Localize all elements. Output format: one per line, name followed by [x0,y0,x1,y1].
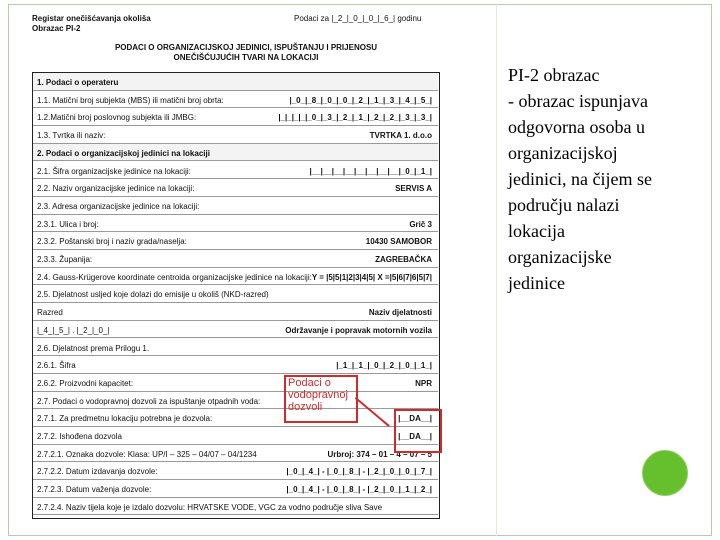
form-row [33,427,438,445]
form-row [33,162,438,180]
form-row-label: 1.2.Matični broj poslovnog subjekta ili JMBG: [37,113,197,123]
form-row-label: 2.3.3. Županija: [37,255,93,264]
form-row [33,321,438,339]
form-year: Podaci za |_2_|_0_|_0_|_6_| godinu [294,14,422,23]
annotation-text: Podaci o vodopravnoj dozvoli [288,377,348,413]
form-row-label: 1. Podaci o operateru [37,78,119,87]
form-row-value: Y = |5|5|1|2|3|4|5| X =|5|6|7|6|5|7| [311,272,432,282]
form-row-value: |_|_|_|_|_0_|_3_|_2_|_1_|_2_|_2_|_3_|_3_| [278,113,432,123]
form-row-label: 2.7.2.3. Datum važenja dozvole: [37,485,152,495]
form-row [33,197,438,215]
slide-heading: PI-2 obrazac [508,65,600,85]
form-row-label: |_4_|_5_| . |_2_|_0_| [37,325,110,335]
form-row [33,339,438,357]
form-row [33,462,438,480]
form-row-label: 2.2. Naziv organizacijske jedinice na lokaciji: [37,184,195,194]
form-section-header [33,73,438,91]
form-row-label: 2.7.1. Za predmetnu lokaciju potrebna je dozvola: [37,414,213,424]
form-row-label: 2.7.2.4. Naziv tijela koje je izdalo dozvolu: HRVATSKE VODE, VGC za vodno područje slivа Save [37,502,383,512]
form-row-value: 10430 SAMOBOR [365,237,432,247]
form-row-value: |_0_|_8_|_0_|_0_|_2_|_1_|_3_|_4_|_5_| [289,95,432,105]
frame-right [711,4,712,536]
form-row [33,108,438,126]
form-row-label: 2.4. Gauss-Krügerove koordinate centroida organizacijske jedinice na lokaciji: [37,272,312,282]
form-row-label: 2.3.2. Poštanski broj i naziv grada/naselja: [37,237,187,247]
form-row-value: Grič 3 [409,219,432,229]
form-row-label: 2.7.2.2. Datum izdavanja dozvole: [37,467,158,477]
form-title-line2: ONEČIŠĆUJUĆIH TVARI NA LOKACIJI [173,53,319,62]
form-row-value: |__DA__| [398,414,432,424]
form-row-value: NPR [415,378,432,388]
form-row-value: |__|__|__|__|__|__|__|__|_0_|_1_| [309,166,432,176]
form-row-value: SERVIS A [395,184,432,194]
form-header-left [32,14,151,34]
form-row [33,91,438,109]
form-row [33,250,438,268]
form-row [33,126,438,144]
form-row-label: 2. Podaci o organizacijskoj jedinici na lokaciji [37,148,210,158]
frame-left [8,4,9,536]
form-row-label: 1.1. Matični broj subjekta (MBS) ili matični broj obrta: [37,95,224,105]
form-row-value: |_0_|_4_| - |_0_|_8_| - |_2_|_0_|_0_|_7_| [286,467,432,477]
form-row-label: 2.6. Djelatnost prema Prilogu 1. [37,343,150,353]
form-row-label: 2.3. Adresa organizacijske jedinice na lokaciji: [37,201,200,211]
highlight-box [394,409,442,453]
frame-top [8,4,712,5]
form-row-value: TVRTKA 1. d.o.o [369,131,432,141]
form-row-label: Razred [37,308,63,318]
form-title-line1: PODACI O ORGANIZACIJSKOJ JEDINICI, ISPUŠTANJU I PRIJENOSU [114,43,378,52]
form-row [33,392,438,410]
form-row-value: ZAGREBAČKA [375,255,432,264]
form-title [86,43,406,63]
form-row-value: Naziv djelatnosti [368,308,432,318]
form-row-value: |_1_|_1_|_0_|_2_|_0_|_1_| [336,361,432,371]
form-row [33,498,438,516]
form-row [33,445,438,463]
form-code: Obrazac PI-2 [32,24,81,33]
form-row-label: 1.3. Tvrtka ili naziv: [37,131,106,141]
form-row-value: Urbroj: 374 – 01 – 4 – 07 – 5 [327,449,432,459]
form-row-label: 2.7.2.1. Oznaka dozvole: Klasa: UP/I – 325 – 04/07 – 04/1234 [37,449,257,459]
frame-bottom [8,535,712,536]
form-row [33,179,438,197]
decorative-circle [642,450,688,496]
form-row [33,232,438,250]
form-row-value: |__DA__| [398,432,432,441]
form-row-label: 2.7.2. Ishođena dozvola [37,432,122,441]
form-row-label: 2.5. Djelatnost usljed koje dolazi do emisije u okoliš (NKD-razred) [37,290,269,300]
form-image [26,8,446,523]
form-row [33,268,438,286]
form-row [33,285,438,303]
form-row-value: |_0_|_4_| - |_0_|_8_| - |_2_|_0_|_1_|_2_| [286,485,432,495]
form-section-header [33,144,438,162]
form-row-label: 2.7. Podaci o vodopravnoj dozvoli za ispuštanje otpadnih voda: [37,396,261,406]
slide-text [508,62,708,296]
vertical-separator [496,4,497,536]
form-row [33,303,438,321]
form-row-value: Održavanje i popravak motornih vozila [285,325,432,335]
form-row-label: 2.6.1. Šifra [37,361,76,371]
form-row-label: 2.1. Šifra organizacijske jedinice na lokaciji: [37,166,191,176]
form-row-label: 2.6.2. Proizvodni kapacitet: [37,378,134,388]
form-row-label: 2.3.1. Ulica i broj: [37,219,99,229]
form-row [33,215,438,233]
form-row [33,356,438,374]
form-row [33,374,438,392]
form-row [33,480,438,498]
form-register-title: Registar onečišćavanja okoliša [32,14,151,23]
slide-body: - obrazac ispunjava odgovorna osoba u organizacijskoj jedinici, na čijem se području nalazi lokacija organizacijske jedinice [508,91,652,293]
